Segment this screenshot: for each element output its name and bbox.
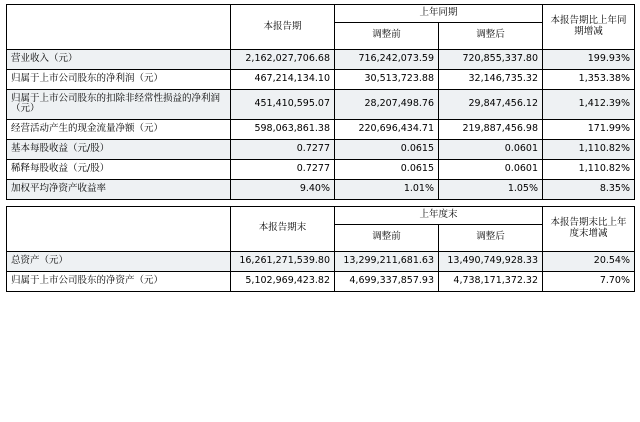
table2-prior-before-header: 调整前 [335,224,439,251]
row-change: 1,353.38% [543,69,635,89]
row-label: 稀释每股收益（元/股） [7,159,231,179]
row-current: 467,214,134.10 [231,69,335,89]
table-row [7,159,635,179]
table-row [7,69,635,89]
table-row [7,139,635,159]
row-label: 归属于上市公司股东的净资产（元） [7,271,231,291]
table2-current-period-end-header: 本报告期末 [231,206,335,251]
row-prior-before: 13,299,211,681.63 [335,251,439,271]
row-current: 16,261,271,539.80 [231,251,335,271]
table2-corner-cell [7,206,231,251]
table1-prior-before-header: 调整前 [335,22,439,49]
table-row [7,119,635,139]
row-label: 总资产（元） [7,251,231,271]
row-prior-after: 4,738,171,372.32 [439,271,543,291]
row-current: 5,102,969,423.82 [231,271,335,291]
table1-current-period-header: 本报告期 [231,5,335,50]
row-change: 20.54% [543,251,635,271]
table2-prior-year-end-group-header: 上年度末 [335,206,543,224]
row-label: 营业收入（元） [7,49,231,69]
row-prior-after: 13,490,749,928.33 [439,251,543,271]
row-change: 171.99% [543,119,635,139]
row-current: 598,063,861.38 [231,119,335,139]
row-prior-after: 0.0601 [439,159,543,179]
row-current: 0.7277 [231,159,335,179]
row-change: 7.70% [543,271,635,291]
row-change: 8.35% [543,179,635,199]
table1-prior-after-header: 调整后 [439,22,543,49]
row-prior-before: 1.01% [335,179,439,199]
row-label: 基本每股收益（元/股） [7,139,231,159]
row-prior-before: 220,696,434.71 [335,119,439,139]
row-prior-before: 0.0615 [335,159,439,179]
row-current: 0.7277 [231,139,335,159]
row-current: 9.40% [231,179,335,199]
row-prior-after: 219,887,456.98 [439,119,543,139]
row-current: 2,162,027,706.68 [231,49,335,69]
row-prior-after: 29,847,456.12 [439,89,543,119]
table2-prior-after-header: 调整后 [439,224,543,251]
row-prior-before: 30,513,723.88 [335,69,439,89]
row-prior-before: 28,207,498.76 [335,89,439,119]
row-label: 加权平均净资产收益率 [7,179,231,199]
row-change: 1,110.82% [543,139,635,159]
row-prior-after: 32,146,735.32 [439,69,543,89]
table-row [7,179,635,199]
table1-corner-cell [7,5,231,50]
row-label: 归属于上市公司股东的净利润（元） [7,69,231,89]
table2-header-row-1 [7,206,635,224]
row-change: 1,412.39% [543,89,635,119]
table1-change-group-header: 本报告期比上年同期增减 [543,5,635,50]
row-prior-before: 716,242,073.59 [335,49,439,69]
table-row [7,49,635,69]
row-label: 归属于上市公司股东的扣除非经常性损益的净利润（元） [7,89,231,119]
row-prior-before: 0.0615 [335,139,439,159]
row-current: 451,410,595.07 [231,89,335,119]
table2-change-group-header: 本报告期末比上年度末增减 [543,206,635,251]
period-end-balance-table [6,206,635,292]
table-row [7,89,635,119]
row-prior-after: 720,855,337.80 [439,49,543,69]
table-row [7,271,635,291]
financial-summary-sheet [0,4,640,422]
row-change: 199.93% [543,49,635,69]
table-row [7,251,635,271]
row-prior-before: 4,699,337,857.93 [335,271,439,291]
row-prior-after: 0.0601 [439,139,543,159]
period-results-table [6,4,635,200]
table1-header-row-1 [7,5,635,23]
table1-prior-period-group-header: 上年同期 [335,5,543,23]
row-change: 1,110.82% [543,159,635,179]
row-prior-after: 1.05% [439,179,543,199]
row-label: 经营活动产生的现金流量净额（元） [7,119,231,139]
